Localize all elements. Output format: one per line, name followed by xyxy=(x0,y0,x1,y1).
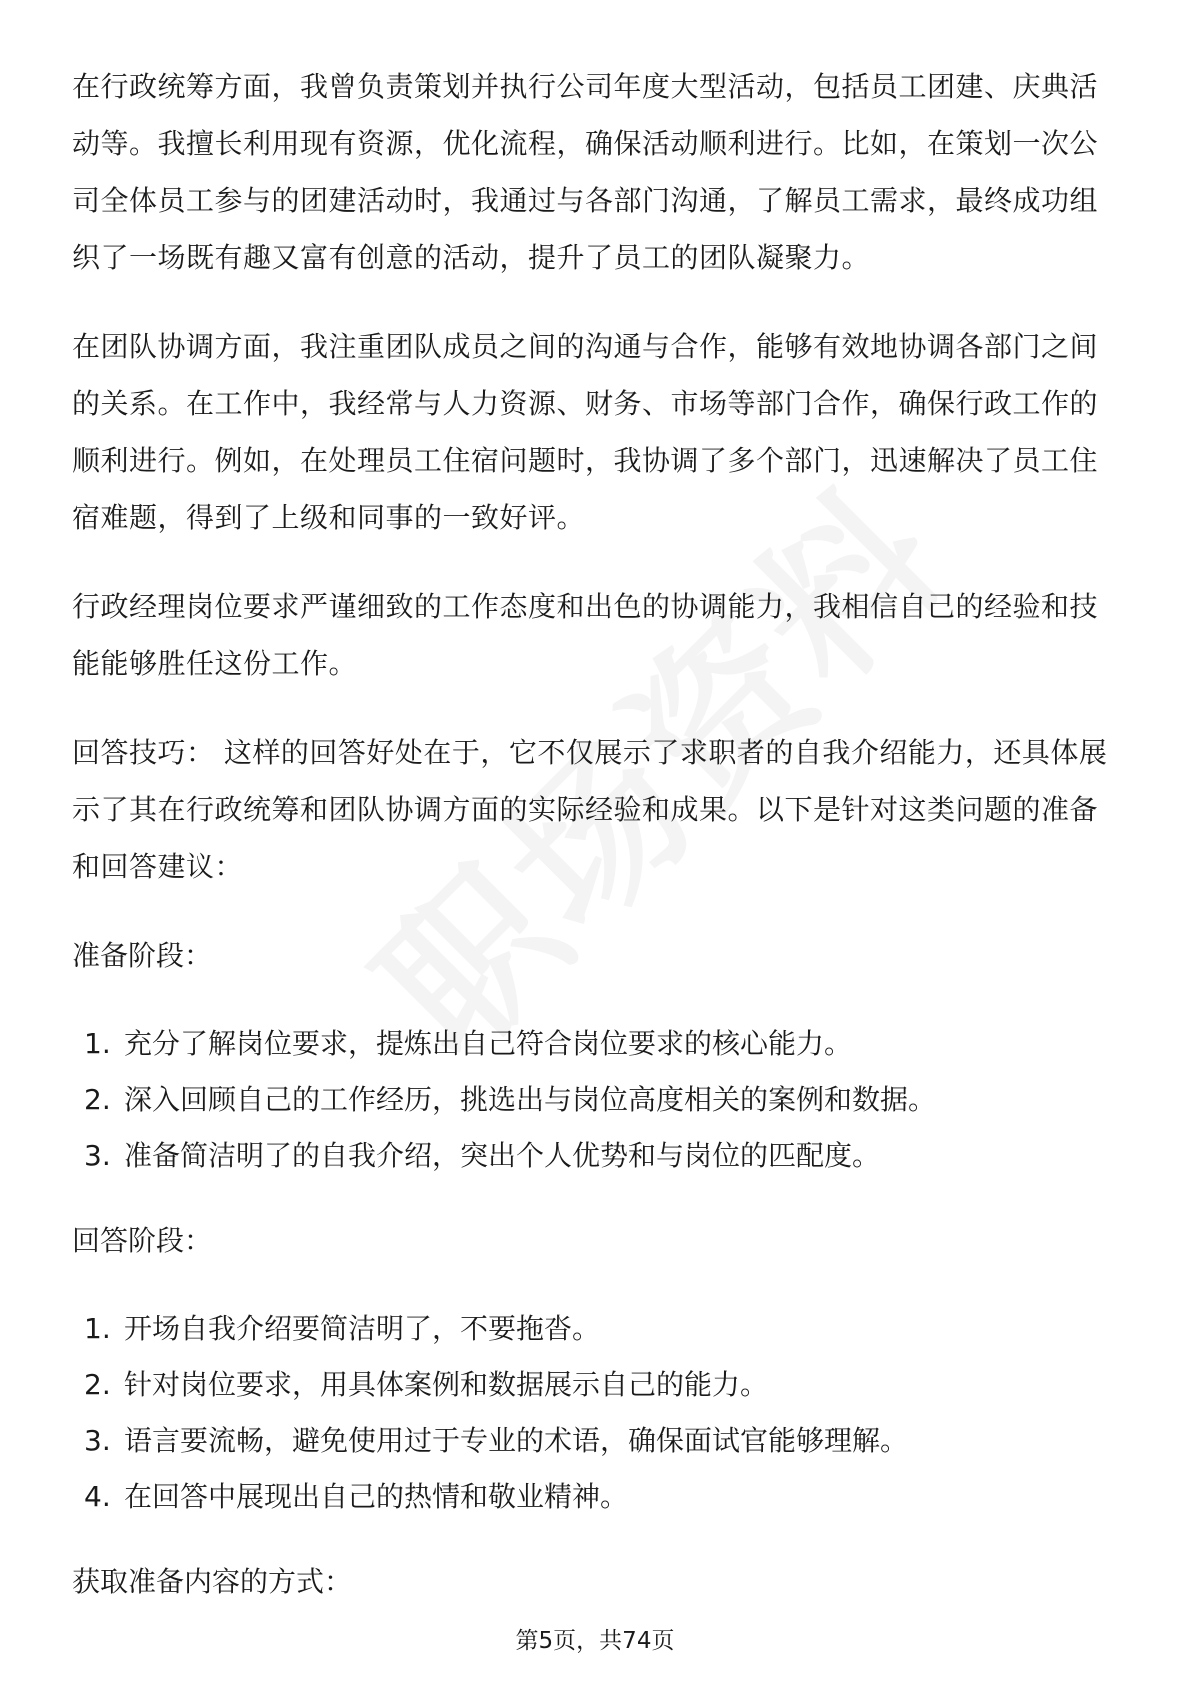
list-text: 准备简洁明了的自我介绍，突出个人优势和与岗位的匹配度。 xyxy=(124,1139,881,1172)
list-text: 语言要流畅，避免使用过于专业的术语，确保面试官能够理解。 xyxy=(124,1424,909,1457)
answer-stage-label: 回答阶段： xyxy=(72,1224,213,1257)
prep-stage-label: 准备阶段： xyxy=(72,939,213,972)
list-item xyxy=(72,1357,1122,1413)
page-footer: 第5页，共74页 xyxy=(515,1628,675,1654)
method-label: 获取准备内容的方式： xyxy=(72,1565,353,1598)
prep-stage-list xyxy=(72,1016,1122,1184)
list-number: 2. xyxy=(84,1368,111,1401)
list-number: 4. xyxy=(84,1480,111,1513)
list-text: 在回答中展现出自己的热情和敬业精神。 xyxy=(124,1480,629,1513)
list-item xyxy=(72,1072,1122,1128)
list-number: 1. xyxy=(84,1312,111,1345)
list-item xyxy=(72,1016,1122,1072)
list-item xyxy=(72,1469,1122,1525)
list-item xyxy=(72,1301,1122,1357)
list-number: 3. xyxy=(84,1139,111,1172)
list-number: 3. xyxy=(84,1424,111,1457)
list-text: 开场自我介绍要简洁明了，不要拖沓。 xyxy=(124,1312,601,1345)
list-number: 2. xyxy=(84,1083,111,1116)
list-item xyxy=(72,1128,1122,1184)
paragraph-conclusion: 行政经理岗位要求严谨细致的工作态度和出色的协调能力，我相信自己的经验和技能能够胜任这份工作。 xyxy=(72,590,1099,680)
document-body xyxy=(72,58,1122,1642)
list-text: 充分了解岗位要求，提炼出自己符合岗位要求的核心能力。 xyxy=(124,1027,853,1060)
answer-stage-list xyxy=(72,1301,1122,1525)
paragraph-answer-tips: 回答技巧： 这样的回答好处在于，它不仅展示了求职者的自我介绍能力，还具体展示了其在行政统筹和团队协调方面的实际经验和成果。以下是针对这类问题的准备和回答建议： xyxy=(72,736,1108,883)
paragraph-admin-coordination: 在行政统筹方面，我曾负责策划并执行公司年度大型活动，包括员工团建、庆典活动等。我擅长利用现有资源，优化流程，确保活动顺利进行。比如，在策划一次公司全体员工参与的团建活动时，我通过与各部门沟通，了解员工需求，最终成功组织了一场既有趣又富有创意的活动，提升了员工的团队凝聚力。 xyxy=(72,70,1099,274)
list-number: 1. xyxy=(84,1027,111,1060)
list-text: 针对岗位要求，用具体案例和数据展示自己的能力。 xyxy=(124,1368,769,1401)
paragraph-team-coordination: 在团队协调方面，我注重团队成员之间的沟通与合作，能够有效地协调各部门之间的关系。在工作中，我经常与人力资源、财务、市场等部门合作，确保行政工作的顺利进行。例如，在处理员工住宿问题时，我协调了多个部门，迅速解决了员工住宿难题，得到了上级和同事的一致好评。 xyxy=(72,330,1099,534)
list-item xyxy=(72,1413,1122,1469)
list-text: 深入回顾自己的工作经历，挑选出与岗位高度相关的案例和数据。 xyxy=(124,1083,937,1116)
